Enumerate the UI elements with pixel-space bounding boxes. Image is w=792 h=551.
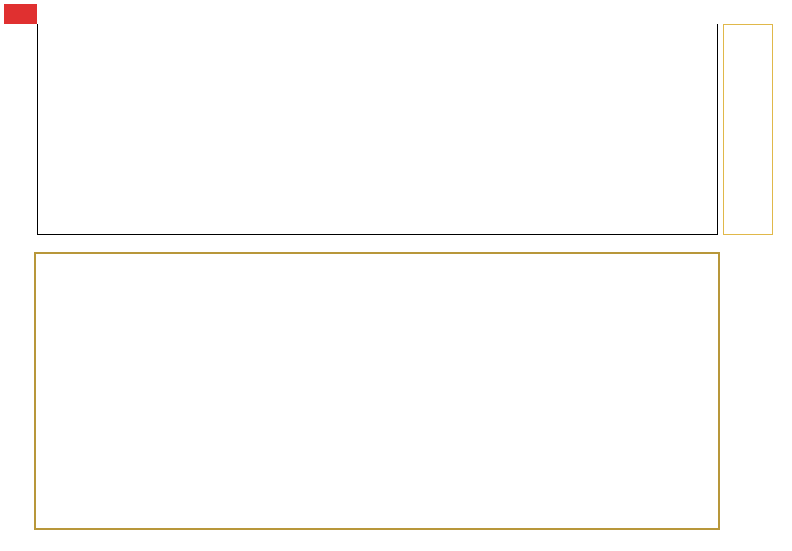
number-header [4,4,37,24]
top-data-frame [37,24,718,235]
top-header-row [4,4,37,24]
top-summary-frame [723,24,773,235]
bottom-table-frame [34,252,720,530]
top-grid [4,4,37,24]
